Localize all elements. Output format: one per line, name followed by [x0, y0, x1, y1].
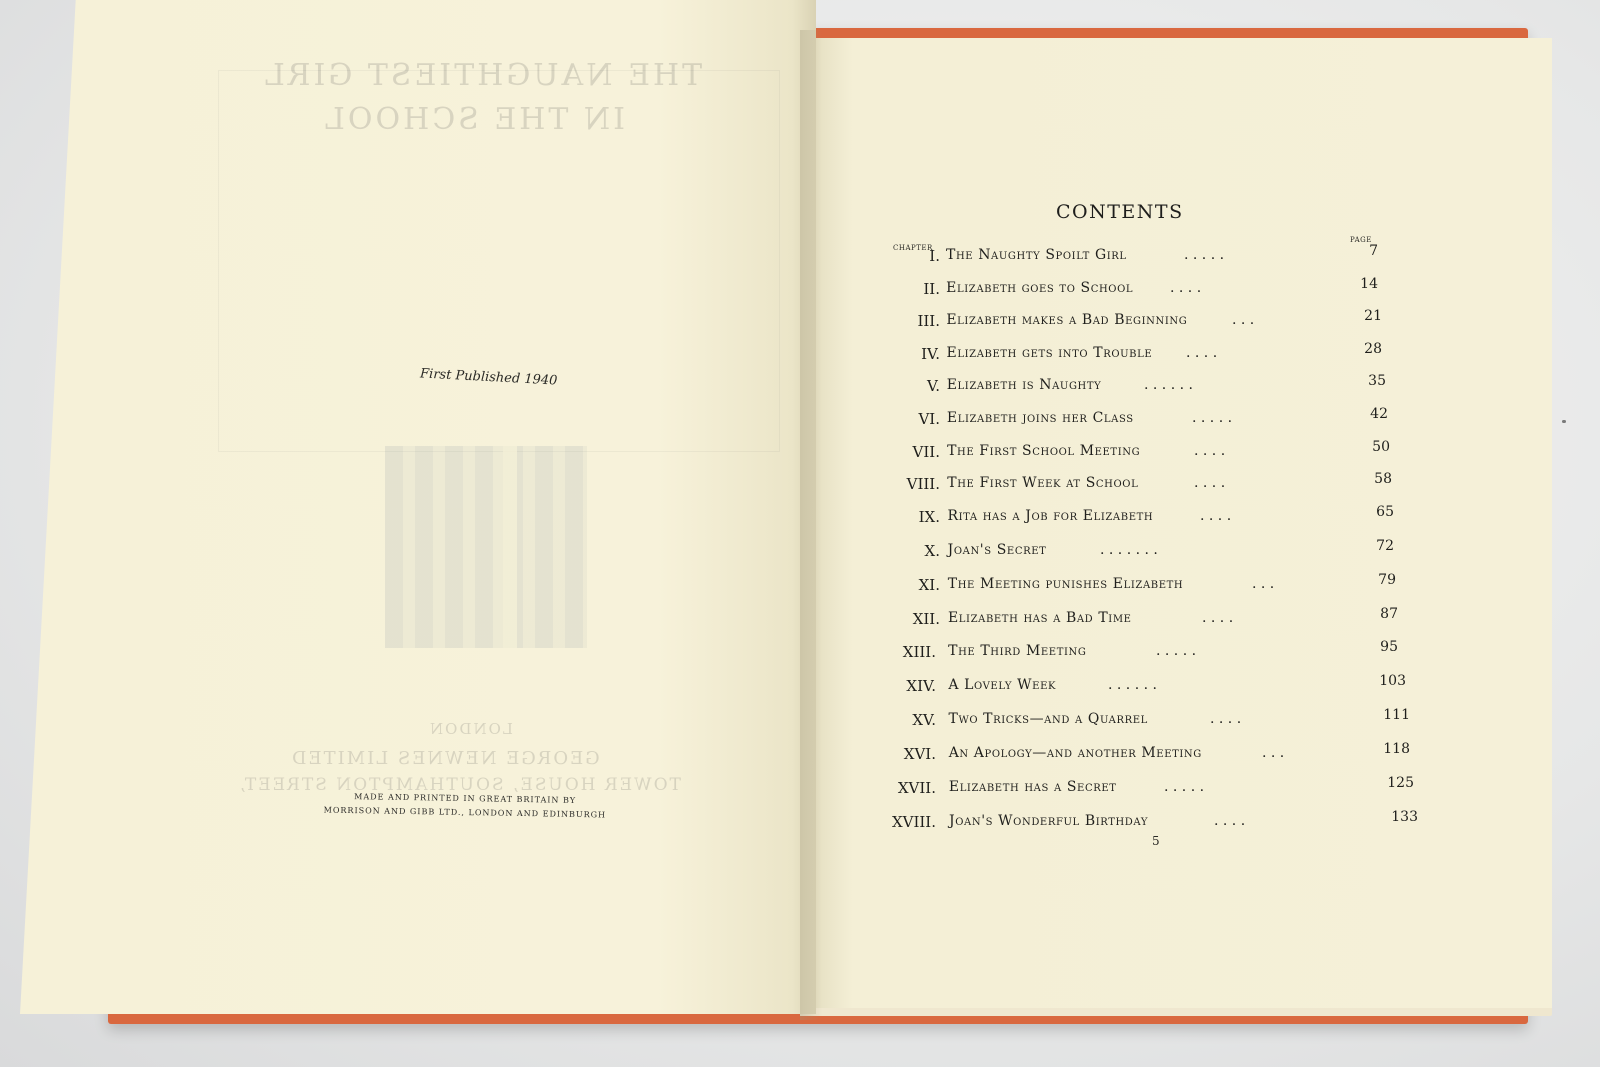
- toc-chapter-title: Joan's Secret: [947, 541, 1047, 558]
- toc-leader-dots: . . . .: [1200, 507, 1232, 524]
- toc-leader-dots: . . . . .: [1164, 779, 1205, 795]
- toc-chapter-number: VI.: [918, 410, 940, 428]
- toc-chapter-number: XVIII.: [891, 812, 936, 831]
- show-through-title-line1: THE NAUGHTIEST GIRL: [262, 58, 703, 93]
- toc-chapter-number: XII.: [912, 609, 940, 628]
- toc-leader-dots: . . . .: [1194, 442, 1226, 459]
- toc-leader-dots: . . . .: [1186, 344, 1218, 361]
- toc-page-number: 58: [1374, 471, 1392, 488]
- toc-leader-dots: . . . . .: [1156, 643, 1197, 660]
- toc-chapter-number: XIV.: [906, 677, 936, 696]
- toc-chapter-title: Elizabeth joins her Class: [946, 410, 1134, 426]
- toc-chapter-title: An Apology—and another Meeting: [948, 745, 1202, 762]
- chapter-column-label: CHAPTER: [893, 244, 933, 252]
- toc-entry: [0, 340, 1600, 367]
- toc-page-number: 21: [1364, 308, 1382, 325]
- toc-chapter-number: III.: [917, 312, 940, 331]
- toc-leader-dots: . . . . . . .: [1100, 541, 1158, 558]
- page-number: 5: [1152, 834, 1160, 848]
- toc-entry: [0, 503, 1600, 530]
- toc-chapter-number: I.: [929, 247, 940, 265]
- toc-leader-dots: . . . .: [1214, 812, 1246, 829]
- toc-chapter-number: XVII.: [897, 779, 936, 797]
- toc-entry: [0, 537, 1600, 564]
- toc-entry: [0, 471, 1600, 497]
- toc-page-number: 87: [1380, 605, 1398, 622]
- toc-page-number: 133: [1391, 808, 1418, 825]
- toc-chapter-title: The First School Meeting: [947, 442, 1141, 459]
- imprint-line-1: MADE AND PRINTED IN GREAT BRITAIN BY: [354, 792, 577, 805]
- imprint-line-2: MORRISON AND GIBB LTD., LONDON AND EDINBURGH: [323, 805, 607, 820]
- toc-entry: [0, 373, 1600, 399]
- toc-page-number: 95: [1380, 639, 1398, 656]
- toc-page-number: 79: [1378, 571, 1396, 588]
- toc-chapter-title: Elizabeth makes a Bad Beginning: [946, 312, 1188, 329]
- toc-entry: [0, 741, 1600, 767]
- toc-leader-dots: . . . .: [1170, 279, 1202, 296]
- toc-entry: [0, 639, 1600, 665]
- toc-chapter-title: Elizabeth is Naughty: [946, 377, 1102, 394]
- toc-leader-dots: . . .: [1262, 745, 1285, 762]
- show-through-title-line2: IN THE SCHOOL: [322, 102, 626, 137]
- page-column-label: PAGE: [1350, 236, 1372, 244]
- toc-chapter-title: Elizabeth goes to School: [946, 279, 1134, 296]
- toc-chapter-title: Elizabeth has a Bad Time: [947, 609, 1132, 626]
- toc-leader-dots: . . . . .: [1192, 410, 1233, 426]
- toc-chapter-number: II.: [923, 279, 940, 298]
- toc-entry: [0, 605, 1600, 632]
- toc-entry: [0, 775, 1600, 801]
- toc-chapter-title: The Meeting punishes Elizabeth: [947, 575, 1184, 592]
- first-published-note: First Published 1940: [419, 366, 558, 389]
- toc-page-number: 118: [1383, 741, 1410, 758]
- toc-entry: [0, 406, 1600, 432]
- toc-leader-dots: . . . . . .: [1144, 377, 1193, 394]
- toc-chapter-title: The Naughty Spoilt Girl: [946, 247, 1127, 263]
- toc-chapter-number: XI.: [918, 575, 940, 594]
- toc-entry: [0, 243, 1600, 269]
- show-through-street: TOWER HOUSE, SOUTHAMPTON STREET,: [238, 775, 681, 795]
- toc-page-number: 65: [1376, 503, 1394, 520]
- toc-leader-dots: . . . .: [1210, 711, 1242, 728]
- toc-entry: [0, 275, 1600, 302]
- toc-chapter-number: IX.: [918, 507, 940, 526]
- toc-page-number: 28: [1364, 340, 1382, 357]
- toc-leader-dots: . . .: [1252, 575, 1275, 592]
- toc-chapter-title: Elizabeth gets into Trouble: [946, 344, 1153, 361]
- toc-chapter-number: X.: [924, 541, 940, 560]
- toc-leader-dots: . . . . . .: [1108, 677, 1157, 694]
- toc-chapter-title: The First Week at School: [947, 475, 1139, 492]
- toc-chapter-number: VIII.: [906, 475, 940, 494]
- toc-page-number: 125: [1387, 775, 1414, 791]
- toc-page-number: 111: [1383, 707, 1410, 724]
- toc-chapter-number: XIII.: [902, 643, 936, 662]
- toc-chapter-title: Two Tricks—and a Quarrel: [948, 711, 1148, 728]
- toc-entry: [0, 308, 1600, 334]
- show-through-london: LONDON: [428, 720, 513, 738]
- contents-heading: CONTENTS: [1056, 201, 1184, 223]
- toc-page-number: 72: [1376, 537, 1394, 554]
- toc-chapter-title: Elizabeth has a Secret: [948, 779, 1117, 795]
- toc-page-number: 42: [1370, 406, 1388, 422]
- toc-leader-dots: . . . . .: [1184, 247, 1225, 263]
- toc-chapter-title: The Third Meeting: [948, 643, 1087, 660]
- toc-chapter-number: XVI.: [903, 745, 936, 764]
- toc-chapter-number: VII.: [912, 442, 940, 461]
- toc-page-number: 35: [1368, 373, 1386, 390]
- toc-chapter-title: Rita has a Job for Elizabeth: [947, 507, 1154, 524]
- toc-leader-dots: . . . .: [1194, 475, 1226, 492]
- toc-chapter-number: IV.: [921, 344, 940, 363]
- toc-page-number: 7: [1369, 243, 1378, 259]
- toc-entry: [0, 707, 1600, 733]
- toc-page-number: 14: [1360, 275, 1378, 292]
- toc-chapter-number: V.: [927, 377, 940, 396]
- toc-chapter-number: XV.: [912, 711, 936, 730]
- toc-page-number: 50: [1372, 438, 1390, 455]
- toc-entry: [0, 571, 1600, 598]
- dust-speck: [1562, 420, 1566, 423]
- show-through-publisher: GEORGE NEWNES LIMITED: [290, 748, 600, 769]
- toc-entry: [0, 673, 1600, 699]
- toc-chapter-title: Joan's Wonderful Birthday: [949, 812, 1149, 829]
- toc-chapter-title: A Lovely Week: [948, 677, 1057, 694]
- toc-leader-dots: . . .: [1232, 312, 1255, 329]
- toc-leader-dots: . . . .: [1202, 609, 1234, 626]
- toc-page-number: 103: [1379, 673, 1406, 690]
- toc-entry: [0, 438, 1600, 465]
